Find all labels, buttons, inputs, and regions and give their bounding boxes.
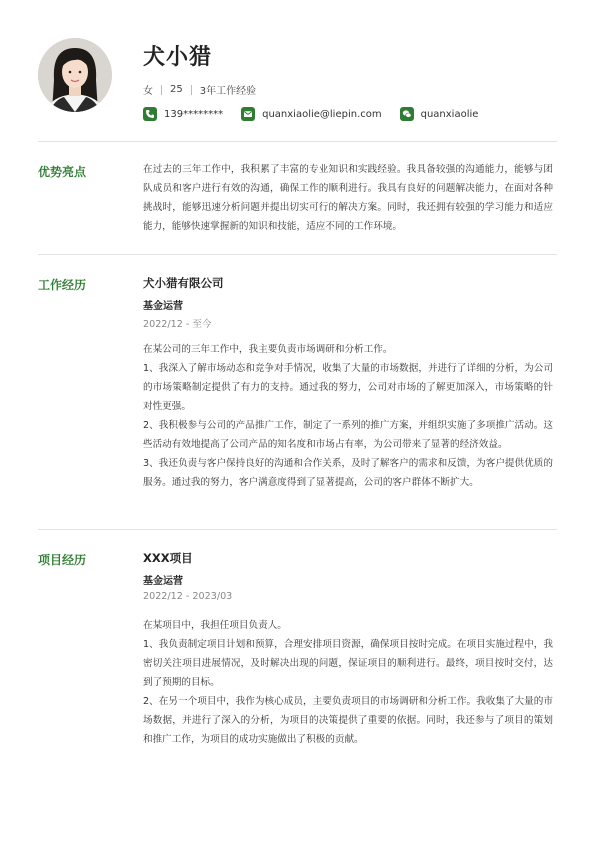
work-role: 基金运营 [143,301,183,312]
project-line: 在某项目中，我担任项目负责人。 [143,620,287,631]
phone-icon [143,107,157,121]
contact-row [143,107,496,121]
project-description [143,616,553,749]
work-date: 2022/12 - 至今 [143,319,212,330]
separator [191,85,192,95]
resume-header [0,0,594,140]
work-title: 工作经历 [38,278,87,292]
section-divider [38,529,557,530]
project-title: 项目经历 [38,553,87,567]
age: 25 [170,84,183,95]
experience-years: 3年工作经验 [199,86,257,97]
section-divider [38,141,557,142]
work-line: 在某公司的三年工作中，我主要负责市场调研和分析工作。 [143,344,393,355]
email-address: quanxiaolie@liepin.com [262,108,382,120]
project-date: 2022/12 - 2023/03 [143,591,233,602]
wechat-contact [400,107,479,121]
email-contact [241,107,382,121]
wechat-icon [400,107,414,121]
work-line: 1、我深入了解市场动态和竞争对手情况，收集了大量的市场数据，并进行了详细的分析，为公司的市场策略制定提供了有力的支持。通过我的努力，公司对市场的了解更加深入，市场策略的针对性更强。 [143,363,553,412]
gender: 女 [143,86,153,97]
phone-contact [143,107,223,121]
project-role: 基金运营 [143,576,183,587]
work-company: 犬小猎有限公司 [143,276,224,290]
email-icon [241,107,255,121]
phone-number: 139******** [164,108,224,120]
project-line: 2、在另一个项目中，我作为核心成员，主要负责项目的市场调研和分析工作。我收集了大量的市场数据，并进行了深入的分析，为项目的决策提供了重要的依据。同时，我还参与了项目的策划和推广工作，为项目的成功实施做出了积极的贡献。 [143,696,553,745]
wechat-id: quanxiaolie [420,108,479,120]
basic-info [143,82,256,97]
work-line: 2、我积极参与公司的产品推广工作，制定了一系列的推广方案，并组织实施了多项推广活动。这些活动有效地提高了公司产品的知名度和市场占有率，为公司带来了显著的经济效益。 [143,420,553,450]
project-name: XXX项目 [143,551,193,565]
section-divider [38,254,557,255]
strengths-title: 优势亮点 [38,165,87,179]
candidate-name: 犬小猎 [143,45,213,70]
strengths-text: 在过去的三年工作中，我积累了丰富的专业知识和实践经验。我具备较强的沟通能力，能够与团队成员和客户进行有效的沟通，确保工作的顺利进行。我具有良好的问题解决能力，在面对各种挑战时，能够迅速分析问题并提出切实可行的解决方案。同时，我还拥有较强的学习能力和适应能力，能够快速掌握新的知识和技能，适应不同的工作环境。 [143,164,553,232]
work-description [143,340,553,492]
separator [161,85,162,95]
avatar [38,38,112,112]
work-line: 3、我还负责与客户保持良好的沟通和合作关系，及时了解客户的需求和反馈，为客户提供优质的服务。通过我的努力，客户满意度得到了显著提高，公司的客户群体不断扩大。 [143,458,553,488]
project-line: 1、我负责制定项目计划和预算，合理安排项目资源，确保项目按时完成。在项目实施过程中，我密切关注项目进展情况，及时解决出现的问题，保证项目的顺利进行。最终，项目按时交付，达到了预期的目标。 [143,639,553,688]
